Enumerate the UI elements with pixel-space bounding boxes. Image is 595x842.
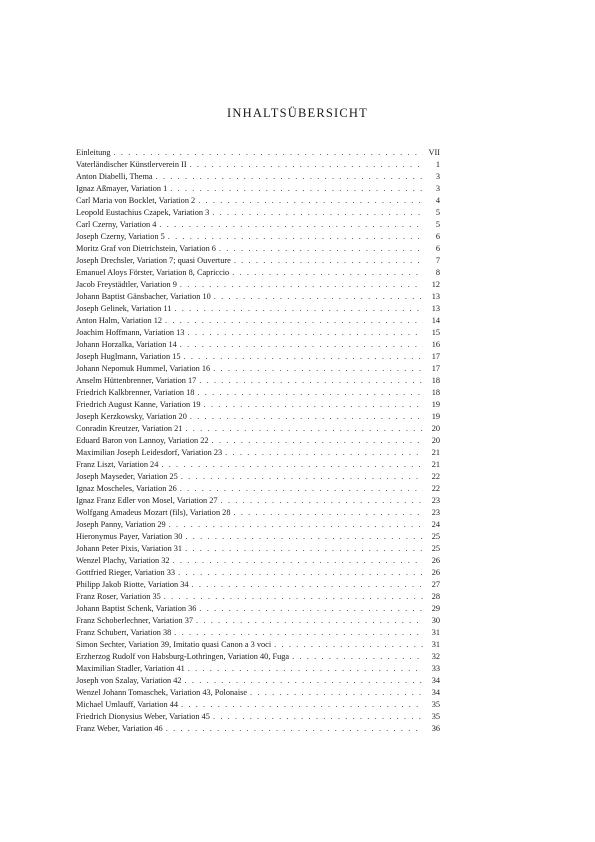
toc-entry-page-number: 17: [431, 352, 440, 361]
toc-entry-page-number: 16: [431, 340, 440, 349]
dot-leader: [233, 507, 423, 519]
toc-entry-page-number: 5: [435, 208, 440, 217]
dot-leader: [185, 675, 423, 687]
toc-entry: [76, 231, 440, 243]
dot-leader: [159, 219, 423, 231]
toc-entry-label: Friedrich Dionysius Weber, Variation 45: [76, 712, 210, 721]
toc-entry-page-number: 20: [431, 424, 440, 433]
toc-entry: [76, 579, 440, 591]
toc-entry-page-number: 6: [435, 244, 440, 253]
toc-entry-page-number: 22: [431, 484, 440, 493]
toc-entry: [76, 423, 440, 435]
dot-leader: [232, 267, 423, 279]
toc-entry: [76, 363, 440, 375]
toc-entry: [76, 555, 440, 567]
toc-entry-label: Leopold Eustachius Czapek, Variation 3: [76, 208, 210, 217]
toc-entry-page-number: 35: [431, 712, 440, 721]
toc-entry: [76, 183, 440, 195]
toc-entry-page-number: 22: [431, 472, 440, 481]
toc-entry: [76, 699, 440, 711]
dot-leader: [180, 279, 423, 291]
toc-entry-label: Johann Horzalka, Variation 14: [76, 340, 177, 349]
dot-leader: [168, 231, 423, 243]
dot-leader: [225, 447, 423, 459]
toc-entry-label: Joseph Gelinek, Variation 11: [76, 304, 172, 313]
dot-leader: [166, 723, 423, 735]
table-of-contents: [76, 147, 440, 735]
toc-entry: [76, 531, 440, 543]
toc-entry-page-number: 15: [431, 328, 440, 337]
dot-leader: [185, 423, 423, 435]
dot-leader: [274, 639, 423, 651]
toc-entry: [76, 615, 440, 627]
toc-entry-page-number: 17: [431, 364, 440, 373]
toc-entry-label: Johann Baptist Schenk, Variation 36: [76, 604, 197, 613]
toc-entry-label: Moritz Graf von Dietrichstein, Variation 6: [76, 244, 216, 253]
toc-entry-page-number: 35: [431, 700, 440, 709]
toc-entry: [76, 375, 440, 387]
toc-entry-label: Ignaz Franz Edler von Mosel, Variation 27: [76, 496, 218, 505]
toc-entry-label: Franz Liszt, Variation 24: [76, 460, 159, 469]
toc-entry-label: Wolfgang Amadeus Mozart (fils), Variation 28: [76, 508, 231, 517]
toc-entry-label: Joseph Czerny, Variation 5: [76, 232, 165, 241]
dot-leader: [292, 651, 423, 663]
toc-entry-label: Joseph Drechsler, Variation 7; quasi Ouverture: [76, 256, 231, 265]
toc-entry-label: Johann Peter Pixis, Variation 31: [76, 544, 183, 553]
toc-entry-label: Philipp Jakob Riotte, Variation 34: [76, 580, 189, 589]
toc-entry: [76, 327, 440, 339]
toc-entry: [76, 639, 440, 651]
dot-leader: [214, 291, 423, 303]
toc-entry-label: Franz Weber, Variation 46: [76, 724, 163, 733]
dot-leader: [185, 531, 423, 543]
toc-entry-page-number: 31: [431, 640, 440, 649]
dot-leader: [196, 615, 423, 627]
dot-leader: [212, 435, 424, 447]
toc-entry: [76, 147, 440, 159]
toc-entry-label: Franz Schoberlechner, Variation 37: [76, 616, 194, 625]
toc-entry-page-number: 24: [431, 520, 440, 529]
toc-entry: [76, 339, 440, 351]
toc-entry: [76, 711, 440, 723]
toc-entry-page-number: 36: [431, 724, 440, 733]
toc-entry-page-number: 27: [431, 580, 440, 589]
toc-entry: [76, 447, 440, 459]
toc-entry: [76, 243, 440, 255]
toc-entry-page-number: 6: [435, 232, 440, 241]
toc-entry-label: Hieronymus Payer, Variation 30: [76, 532, 183, 541]
toc-entry-page-number: 4: [435, 196, 440, 205]
dot-leader: [192, 579, 423, 591]
toc-entry: [76, 459, 440, 471]
dot-leader: [174, 627, 423, 639]
dot-leader: [185, 543, 423, 555]
dot-leader: [198, 195, 423, 207]
toc-entry-page-number: 30: [431, 616, 440, 625]
toc-entry-page-number: 19: [431, 412, 440, 421]
dot-leader: [199, 603, 423, 615]
toc-entry-label: Einleitung: [76, 148, 111, 157]
toc-entry: [76, 435, 440, 447]
toc-entry: [76, 255, 440, 267]
toc-entry: [76, 411, 440, 423]
toc-entry: [76, 387, 440, 399]
toc-entry-page-number: 12: [431, 280, 440, 289]
toc-entry-page-number: 1: [435, 160, 440, 169]
toc-entry-label: Wenzel Johann Tomaschek, Variation 43, Polonaise: [76, 688, 248, 697]
dot-leader: [213, 363, 423, 375]
toc-entry-label: Franz Schubert, Variation 38: [76, 628, 172, 637]
dot-leader: [180, 483, 423, 495]
dot-leader: [199, 375, 423, 387]
dot-leader: [174, 303, 423, 315]
dot-leader: [173, 555, 423, 567]
toc-entry-label: Maximilian Joseph Leidesdorf, Variation 23: [76, 448, 223, 457]
toc-entry-page-number: 21: [431, 448, 440, 457]
toc-entry: [76, 591, 440, 603]
dot-leader: [188, 663, 423, 675]
toc-entry-label: Joseph Panny, Variation 29: [76, 520, 166, 529]
toc-entry: [76, 471, 440, 483]
toc-entry: [76, 567, 440, 579]
toc-entry-page-number: 31: [431, 628, 440, 637]
toc-entry-page-number: 20: [431, 436, 440, 445]
page-title: INHALTSÜBERSICHT: [227, 106, 368, 120]
toc-entry-page-number: 13: [431, 304, 440, 313]
toc-entry-page-number: 23: [431, 508, 440, 517]
toc-entry-label: Jacob Freystädtler, Variation 9: [76, 280, 177, 289]
dot-leader: [190, 159, 423, 171]
toc-entry-page-number: 26: [431, 568, 440, 577]
toc-entry-label: Anselm Hüttenbrenner, Variation 17: [76, 376, 197, 385]
toc-entry-page-number: 26: [431, 556, 440, 565]
toc-entry-label: Friedrich Kalkbrenner, Variation 18: [76, 388, 195, 397]
dot-leader: [181, 471, 423, 483]
dot-leader: [114, 147, 423, 159]
dot-leader: [221, 495, 423, 507]
toc-entry-label: Ignaz Aßmayer, Variation 1: [76, 184, 168, 193]
toc-entry-page-number: 28: [431, 592, 440, 601]
toc-entry-label: Emanuel Aloys Förster, Variation 8, Capriccio: [76, 268, 230, 277]
dot-leader: [197, 387, 423, 399]
dot-leader: [234, 255, 423, 267]
toc-entry-label: Franz Roser, Variation 35: [76, 592, 161, 601]
dot-leader: [156, 171, 423, 183]
toc-entry-label: Gottfried Rieger, Variation 33: [76, 568, 176, 577]
dot-leader: [178, 567, 423, 579]
toc-entry: [76, 315, 440, 327]
toc-entry: [76, 195, 440, 207]
toc-entry: [76, 495, 440, 507]
toc-entry-page-number: 3: [435, 172, 440, 181]
toc-entry-label: Joseph von Szalay, Variation 42: [76, 676, 182, 685]
toc-entry: [76, 519, 440, 531]
toc-entry: [76, 207, 440, 219]
toc-entry-page-number: 25: [431, 532, 440, 541]
toc-entry: [76, 543, 440, 555]
toc-entry-label: Friedrich August Kanne, Variation 19: [76, 400, 201, 409]
toc-entry: [76, 687, 440, 699]
toc-entry-label: Johann Nepomuk Hummel, Variation 16: [76, 364, 211, 373]
toc-entry-page-number: 29: [431, 604, 440, 613]
dot-leader: [219, 243, 423, 255]
toc-entry: [76, 219, 440, 231]
toc-entry: [76, 723, 440, 735]
toc-entry-page-number: VII: [428, 148, 440, 157]
toc-entry-label: Joachim Hoffmann, Variation 13: [76, 328, 185, 337]
toc-entry-label: Ignaz Moscheles, Variation 26: [76, 484, 177, 493]
dot-leader: [187, 327, 423, 339]
toc-entry-label: Anton Halm, Variation 12: [76, 316, 163, 325]
toc-entry: [76, 303, 440, 315]
toc-entry-label: Eduard Baron von Lannoy, Variation 22: [76, 436, 209, 445]
toc-entry: [76, 159, 440, 171]
toc-entry: [76, 351, 440, 363]
toc-entry-page-number: 14: [431, 316, 440, 325]
dot-leader: [213, 711, 423, 723]
toc-entry: [76, 651, 440, 663]
dot-leader: [161, 459, 423, 471]
dot-leader: [212, 207, 423, 219]
toc-entry-page-number: 34: [431, 676, 440, 685]
toc-entry: [76, 171, 440, 183]
toc-entry-label: Erzherzog Rudolf von Habsburg-Lothringen, Variation 40, Fuga: [76, 652, 290, 661]
dot-leader: [204, 399, 423, 411]
toc-entry: [76, 603, 440, 615]
toc-entry-label: Maximilian Stadler, Variation 41: [76, 664, 185, 673]
toc-entry-label: Carl Maria von Bocklet, Variation 2: [76, 196, 196, 205]
toc-entry: [76, 483, 440, 495]
toc-entry-page-number: 18: [431, 376, 440, 385]
toc-entry-page-number: 5: [435, 220, 440, 229]
toc-entry-page-number: 13: [431, 292, 440, 301]
toc-entry-label: Michael Umlauff, Variation 44: [76, 700, 178, 709]
toc-entry: [76, 279, 440, 291]
toc-entry: [76, 675, 440, 687]
toc-entry: [76, 627, 440, 639]
dot-leader: [165, 315, 423, 327]
toc-entry-label: Wenzel Plachy, Variation 32: [76, 556, 170, 565]
toc-entry-page-number: 19: [431, 400, 440, 409]
toc-entry-label: Joseph Mayseder, Variation 25: [76, 472, 178, 481]
toc-entry: [76, 663, 440, 675]
toc-entry-label: Simon Sechter, Variation 39, Imitatio quasi Canon a 3 voci: [76, 640, 272, 649]
toc-entry: [76, 267, 440, 279]
toc-entry-label: Vaterländischer Künstlerverein II: [76, 160, 187, 169]
dot-leader: [180, 339, 423, 351]
dot-leader: [190, 411, 423, 423]
toc-entry-page-number: 33: [431, 664, 440, 673]
dot-leader: [170, 183, 423, 195]
dot-leader: [164, 591, 423, 603]
toc-entry-page-number: 34: [431, 688, 440, 697]
toc-entry-page-number: 8: [435, 268, 440, 277]
dot-leader: [250, 687, 423, 699]
toc-entry-page-number: 18: [431, 388, 440, 397]
toc-entry-label: Carl Czerny, Variation 4: [76, 220, 157, 229]
toc-entry-label: Johann Baptist Gänsbacher, Variation 10: [76, 292, 211, 301]
toc-entry-label: Joseph Kerzkowsky, Variation 20: [76, 412, 187, 421]
toc-entry-page-number: 21: [431, 460, 440, 469]
toc-entry-page-number: 7: [435, 256, 440, 265]
toc-entry-page-number: 25: [431, 544, 440, 553]
toc-entry: [76, 291, 440, 303]
toc-entry-label: Anton Diabelli, Thema: [76, 172, 153, 181]
dot-leader: [169, 519, 423, 531]
toc-entry-page-number: 32: [431, 652, 440, 661]
dot-leader: [181, 699, 423, 711]
dot-leader: [183, 351, 423, 363]
toc-entry-label: Joseph Huglmann, Variation 15: [76, 352, 181, 361]
toc-entry: [76, 507, 440, 519]
toc-entry: [76, 399, 440, 411]
toc-entry-page-number: 3: [435, 184, 440, 193]
toc-entry-label: Conradin Kreutzer, Variation 21: [76, 424, 183, 433]
toc-entry-page-number: 23: [431, 496, 440, 505]
